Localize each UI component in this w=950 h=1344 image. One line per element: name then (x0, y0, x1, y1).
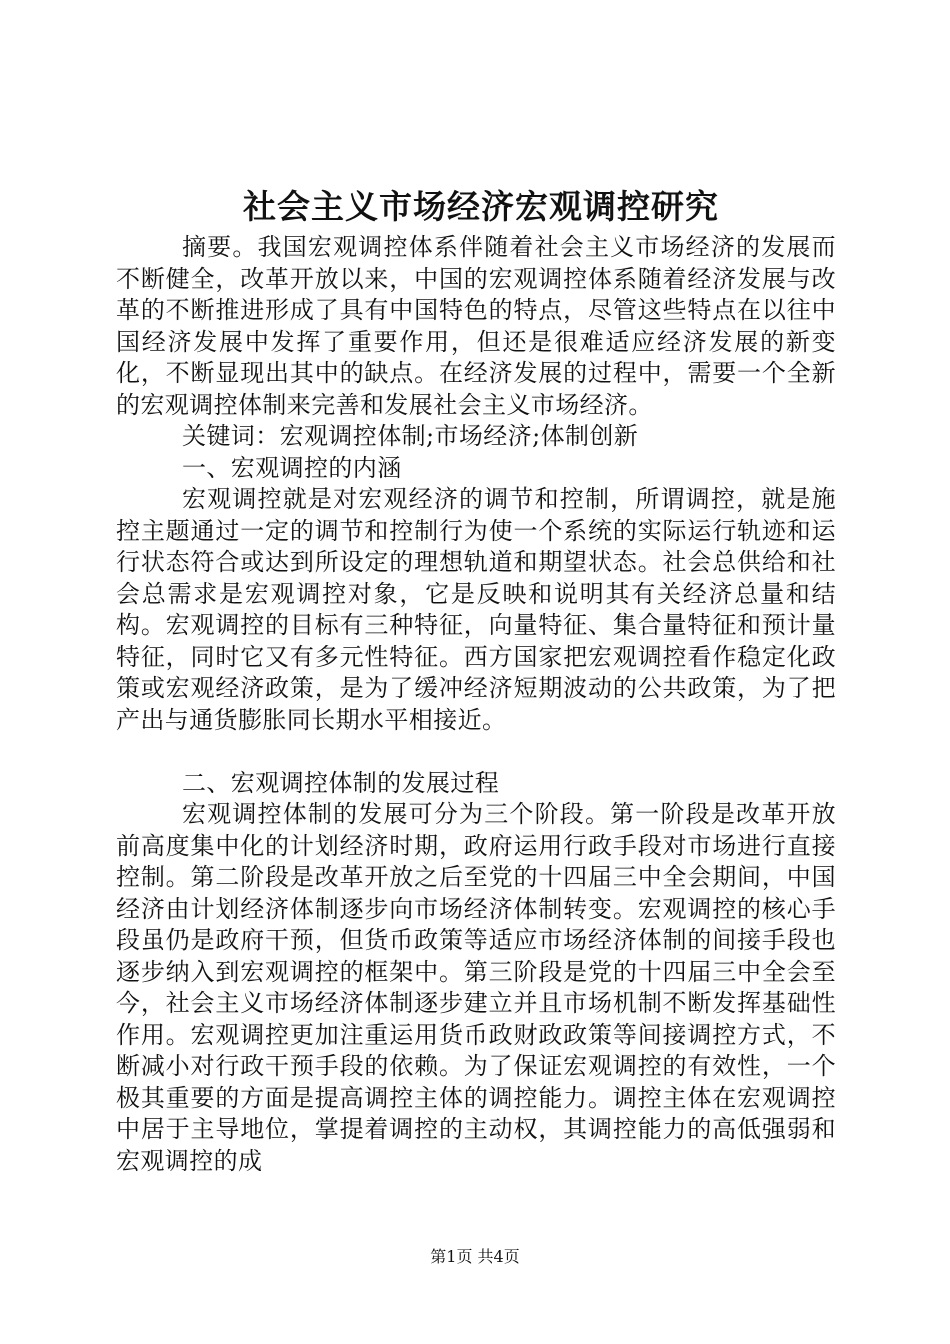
keywords-line: 关键词：宏观调控体制;市场经济;体制创新 (182, 422, 639, 450)
document-title: 社会主义市场经济宏观调控研究 (243, 187, 719, 226)
document-page (116, 182, 836, 1177)
section-heading-2: 二、宏观调控体制的发展过程 (182, 768, 500, 797)
section-1-paragraph: 宏观调控就是对宏观经济的调节和控制，所谓调控，就是施控主题通过一定的调节和控制行为使一个系统的实际运行轨迹和运行状态符合或达到所设定的理想轨道和期望状态。社会总供给和社会总需求是宏观调控对象，它是反映和说明其有关经济总量和结构。宏观调控的目标有三种特征，向量特征、集合量特征和预计量特征，同时它又有多元性特征。西方国家把宏观调控看作稳定化政策或宏观经济政策，是为了缓冲经济短期波动的公共政策，为了把产出与通货膨胀同长期水平相接近。 (116, 485, 836, 734)
paragraph-gap (116, 736, 836, 768)
section-heading-1: 一、宏观调控的内涵 (182, 453, 402, 482)
abstract-paragraph: 摘要。我国宏观调控体系伴随着社会主义市场经济的发展而不断健全，改革开放以来，中国的宏观调控体系随着经济发展与改革的不断推进形成了具有中国特色的特点，尽管这些特点在以往中国经济发展中发挥了重要作用，但还是很难适应经济发展的新变化，不断显现出其中的缺点。在经济发展的过程中，需要一个全新的宏观调控体制来完善和发展社会主义市场经济。 (116, 233, 836, 419)
section-2-paragraph: 宏观调控体制的发展可分为三个阶段。第一阶段是改革开放前高度集中化的计划经济时期，政府运用行政手段对市场进行直接控制。第二阶段是改革开放之后至党的十四届三中全会期间，中国经济由计划经济体制逐步向市场经济体制转变。宏观调控的核心手段虽仍是政府干预，但货币政策等适应市场经济体制的间接手段也逐步纳入到宏观调控的框架中。第三阶段是党的十四届三中全会至今，社会主义市场经济体制逐步建立并且市场机制不断发挥基础性作用。宏观调控更加注重运用货币政财政政策等间接调控方式，不断减小对行政干预手段的依赖。为了保证宏观调控的有效性，一个极其重要的方面是提高调控主体的调控能力。调控主体在宏观调控中居于主导地位，掌提着调控的主动权，其调控能力的高低强弱和宏观调控的成 (116, 800, 836, 1175)
page-footer: 第1页 共4页 (430, 1247, 520, 1266)
